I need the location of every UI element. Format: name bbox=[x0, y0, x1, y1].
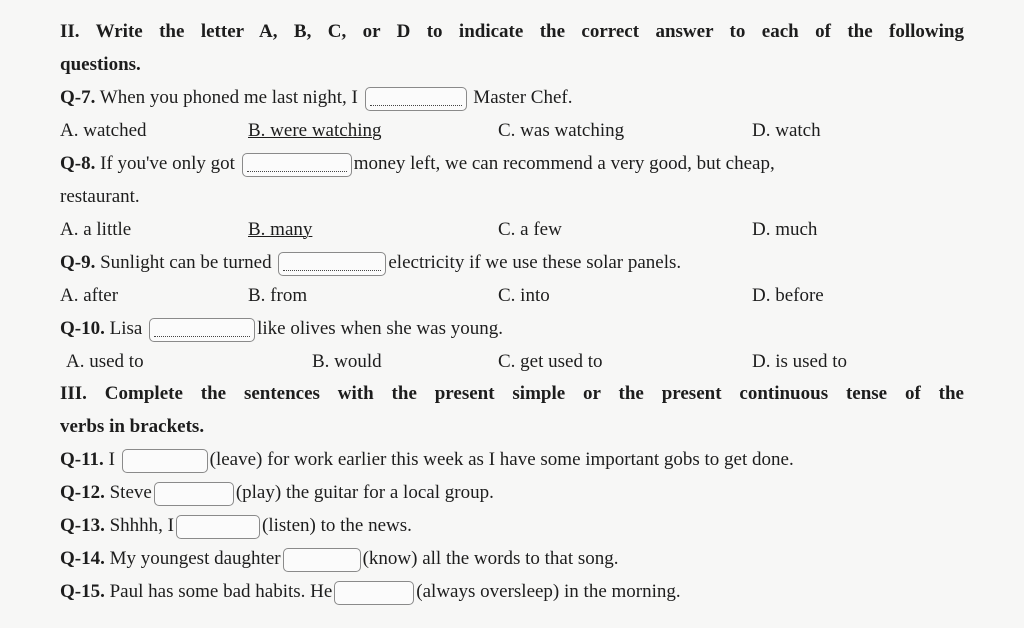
answer-blank-q8[interactable] bbox=[242, 153, 352, 177]
section3-heading-line2: verbs in brackets. bbox=[60, 416, 205, 437]
question-9 bbox=[60, 250, 964, 276]
question-text-after: (know) all the words to that song. bbox=[362, 548, 619, 569]
section2-heading-line1: II. Write the letter A, B, C, or D to indicate the correct answer to each of the following bbox=[60, 21, 964, 42]
question-text: Paul has some bad habits. He bbox=[104, 581, 333, 602]
question-12 bbox=[60, 480, 964, 506]
answer-blank-q14[interactable] bbox=[283, 548, 361, 572]
question-text: My youngest daughter bbox=[104, 548, 281, 569]
question-text: Sunlight can be turned bbox=[95, 252, 272, 273]
question-text: Shhhh, I bbox=[104, 515, 175, 536]
q9-option-c: C. into bbox=[498, 285, 550, 306]
question-11 bbox=[60, 447, 964, 473]
question-10 bbox=[60, 316, 964, 342]
question-number: Q-9. bbox=[60, 252, 96, 273]
question-text: If you've only got bbox=[95, 153, 235, 174]
question-13 bbox=[60, 513, 964, 539]
question-text: When you phoned me last night, I bbox=[95, 87, 358, 108]
question-text-after: (listen) to the news. bbox=[262, 515, 412, 536]
answer-blank-q13[interactable] bbox=[176, 515, 260, 539]
q8-option-c: C. a few bbox=[498, 219, 562, 240]
question-number: Q-8. bbox=[60, 153, 96, 174]
q8-option-d: D. much bbox=[752, 219, 818, 240]
section2-heading-line2: questions. bbox=[60, 54, 141, 75]
q8-option-b: B. many bbox=[248, 219, 313, 240]
answer-blank-q15[interactable] bbox=[334, 581, 414, 605]
q10-option-d: D. is used to bbox=[752, 351, 847, 372]
question-number: Q-10. bbox=[60, 318, 105, 339]
question-text-after: (always oversleep) in the morning. bbox=[416, 581, 681, 602]
q9-option-d: D. before bbox=[752, 285, 824, 306]
question-text-after: Master Chef. bbox=[473, 87, 573, 108]
section3-heading-line1: III. Complete the sentences with the present simple or the present continuous tense of the bbox=[60, 383, 964, 404]
question-text: I bbox=[103, 449, 115, 470]
q10-option-a: A. used to bbox=[66, 351, 144, 372]
answer-blank-q12[interactable] bbox=[154, 482, 234, 506]
question-text-after: (play) the guitar for a local group. bbox=[235, 482, 494, 503]
question-14 bbox=[60, 546, 964, 572]
question-text-after: (leave) for work earlier this week as I have some important gobs to get done. bbox=[209, 449, 794, 470]
question-8-line2: restaurant. bbox=[60, 186, 140, 207]
question-text-after: like olives when she was young. bbox=[257, 318, 503, 339]
answer-blank-q9[interactable] bbox=[278, 252, 386, 276]
q7-option-b: B. were watching bbox=[248, 120, 382, 141]
answer-blank-q7[interactable] bbox=[365, 87, 467, 111]
question-text-after: money left, we can recommend a very good, but cheap, bbox=[353, 153, 775, 174]
question-15 bbox=[60, 579, 964, 605]
question-number: Q-7. bbox=[60, 87, 96, 108]
question-number: Q-12. bbox=[60, 482, 105, 503]
question-number: Q-13. bbox=[60, 515, 105, 536]
question-number: Q-15. bbox=[60, 581, 105, 602]
q9-option-b: B. from bbox=[248, 285, 308, 306]
q10-option-c: C. get used to bbox=[498, 351, 603, 372]
q7-option-d: D. watch bbox=[752, 120, 821, 141]
q7-option-a: A. watched bbox=[60, 120, 147, 141]
question-number: Q-14. bbox=[60, 548, 105, 569]
question-8 bbox=[60, 151, 964, 177]
q7-option-c: C. was watching bbox=[498, 120, 625, 141]
question-number: Q-11. bbox=[60, 449, 104, 470]
question-text-after: electricity if we use these solar panels. bbox=[388, 252, 682, 273]
question-7 bbox=[60, 85, 964, 111]
answer-blank-q10[interactable] bbox=[149, 318, 255, 342]
q10-option-b: B. would bbox=[312, 351, 382, 372]
q9-option-a: A. after bbox=[60, 285, 119, 306]
question-text: Steve bbox=[104, 482, 152, 503]
answer-blank-q11[interactable] bbox=[122, 449, 208, 473]
q8-option-a: A. a little bbox=[60, 219, 132, 240]
question-text: Lisa bbox=[104, 318, 143, 339]
